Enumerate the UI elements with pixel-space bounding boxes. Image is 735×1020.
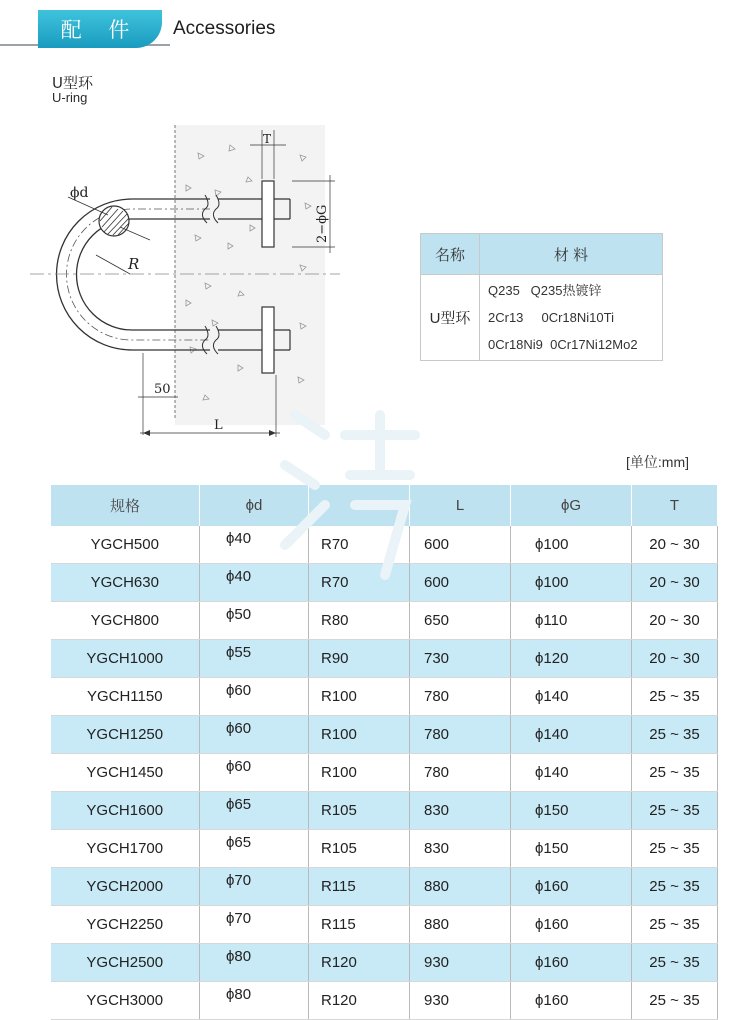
t-cell: 25 ~ 35 (632, 944, 718, 982)
material-list (480, 275, 663, 361)
d-cell: ϕ70 (200, 868, 309, 906)
dim-d-label: ϕd (70, 185, 89, 201)
l-cell: 780 (410, 678, 511, 716)
product-name-en: U-ring (52, 90, 88, 105)
table-row (51, 602, 718, 640)
spec-cell: YGCH2500 (51, 944, 200, 982)
dim-l-label: L (214, 418, 223, 433)
table-row (51, 564, 718, 602)
unit-label: [单位:mm] (626, 454, 689, 470)
d-cell: ϕ70 (200, 906, 309, 944)
r-cell: R120 (309, 982, 410, 1020)
d-cell: ϕ50 (200, 602, 309, 640)
d-cell: ϕ80 (200, 944, 309, 982)
t-cell: 20 ~ 30 (632, 526, 718, 564)
r-cell: R70 (309, 526, 410, 564)
spec-cell: YGCH2000 (51, 868, 200, 906)
table-row (51, 906, 718, 944)
table-row (51, 526, 718, 564)
spec-cell: YGCH1150 (51, 678, 200, 716)
spec-cell: YGCH2250 (51, 906, 200, 944)
l-cell: 600 (410, 526, 511, 564)
radius-leader (96, 255, 130, 274)
d-cell: ϕ60 (200, 716, 309, 754)
l-cell: 830 (410, 830, 511, 868)
g-cell: ϕ110 (511, 602, 632, 640)
r-cell: R100 (309, 754, 410, 792)
d-cell: ϕ65 (200, 792, 309, 830)
g-cell: ϕ120 (511, 640, 632, 678)
r-cell: R100 (309, 716, 410, 754)
t-cell: 25 ~ 35 (632, 906, 718, 944)
g-cell: ϕ100 (511, 564, 632, 602)
col-header-r: R (309, 485, 410, 526)
table-row (51, 678, 718, 716)
d-cell: ϕ60 (200, 678, 309, 716)
d-cell: ϕ80 (200, 982, 309, 1020)
d-cell: ϕ55 (200, 640, 309, 678)
t-cell: 25 ~ 35 (632, 830, 718, 868)
col-header-t: T (632, 485, 718, 526)
spec-table (50, 485, 718, 1020)
anchor-plate-bottom (262, 307, 274, 373)
g-cell: ϕ150 (511, 830, 632, 868)
material-header-material: 材 料 (480, 234, 663, 275)
section-title-cn: 配 件 (60, 18, 140, 42)
r-cell: R115 (309, 868, 410, 906)
table-row (51, 868, 718, 906)
g-cell: ϕ160 (511, 944, 632, 982)
t-cell: 25 ~ 35 (632, 868, 718, 906)
spec-cell: YGCH1600 (51, 792, 200, 830)
spec-cell: YGCH3000 (51, 982, 200, 1020)
l-cell: 930 (410, 944, 511, 982)
col-header-d: ϕd (200, 485, 309, 526)
t-cell: 25 ~ 35 (632, 754, 718, 792)
r-cell: R100 (309, 678, 410, 716)
g-cell: ϕ160 (511, 906, 632, 944)
d-cell: ϕ65 (200, 830, 309, 868)
l-cell: 600 (410, 564, 511, 602)
spec-cell: YGCH1000 (51, 640, 200, 678)
l-cell: 880 (410, 868, 511, 906)
g-cell: ϕ100 (511, 526, 632, 564)
r-cell: R120 (309, 944, 410, 982)
t-cell: 25 ~ 35 (632, 716, 718, 754)
dim-t-label: T (263, 132, 272, 146)
col-header-g: ϕG (511, 485, 632, 526)
l-cell: 650 (410, 602, 511, 640)
dim-r-label: R (128, 255, 140, 273)
table-row (51, 982, 718, 1020)
dim-g-label: 2−ϕG (315, 204, 330, 243)
material-product-name: U型环 (421, 275, 480, 361)
col-header-l: L (410, 485, 511, 526)
t-cell: 20 ~ 30 (632, 640, 718, 678)
section-tab (38, 10, 162, 48)
anchor-plate-top (262, 181, 274, 247)
table-row (51, 754, 718, 792)
t-cell: 25 ~ 35 (632, 982, 718, 1020)
d-cell: ϕ40 (200, 526, 309, 564)
l-cell: 880 (410, 906, 511, 944)
col-header-spec: 规格 (51, 485, 200, 526)
r-cell: R70 (309, 564, 410, 602)
g-cell: ϕ140 (511, 678, 632, 716)
l-cell: 930 (410, 982, 511, 1020)
t-cell: 20 ~ 30 (632, 602, 718, 640)
table-row (51, 830, 718, 868)
material-table (420, 233, 663, 361)
r-cell: R90 (309, 640, 410, 678)
r-cell: R105 (309, 830, 410, 868)
spec-cell: YGCH1450 (51, 754, 200, 792)
spec-cell: YGCH800 (51, 602, 200, 640)
spec-cell: YGCH1250 (51, 716, 200, 754)
dim-50-label: 50 (154, 382, 171, 397)
u-ring-drawing (0, 115, 400, 445)
r-cell: R105 (309, 792, 410, 830)
table-row (51, 640, 718, 678)
section-title-en: Accessories (173, 18, 276, 39)
table-row (51, 944, 718, 982)
table-row (51, 716, 718, 754)
table-row (51, 792, 718, 830)
t-cell: 25 ~ 35 (632, 792, 718, 830)
l-cell: 780 (410, 754, 511, 792)
g-cell: ϕ140 (511, 716, 632, 754)
l-cell: 780 (410, 716, 511, 754)
material-header-name: 名称 (421, 234, 480, 275)
l-cell: 730 (410, 640, 511, 678)
g-cell: ϕ140 (511, 754, 632, 792)
spec-cell: YGCH630 (51, 564, 200, 602)
wall-area (175, 125, 325, 425)
material-line: Q235 Q235热镀锌 (488, 283, 602, 298)
r-cell: R115 (309, 906, 410, 944)
d-cell: ϕ60 (200, 754, 309, 792)
g-cell: ϕ160 (511, 868, 632, 906)
spec-cell: YGCH500 (51, 526, 200, 564)
t-cell: 25 ~ 35 (632, 678, 718, 716)
t-cell: 20 ~ 30 (632, 564, 718, 602)
g-cell: ϕ150 (511, 792, 632, 830)
spec-cell: YGCH1700 (51, 830, 200, 868)
material-line: 2Cr13 0Cr18Ni10Ti (488, 310, 614, 325)
d-cell: ϕ40 (200, 564, 309, 602)
material-line: 0Cr18Ni9 0Cr17Ni12Mo2 (488, 337, 638, 352)
product-name-cn: U型环 (52, 74, 93, 92)
l-cell: 830 (410, 792, 511, 830)
r-cell: R80 (309, 602, 410, 640)
g-cell: ϕ160 (511, 982, 632, 1020)
